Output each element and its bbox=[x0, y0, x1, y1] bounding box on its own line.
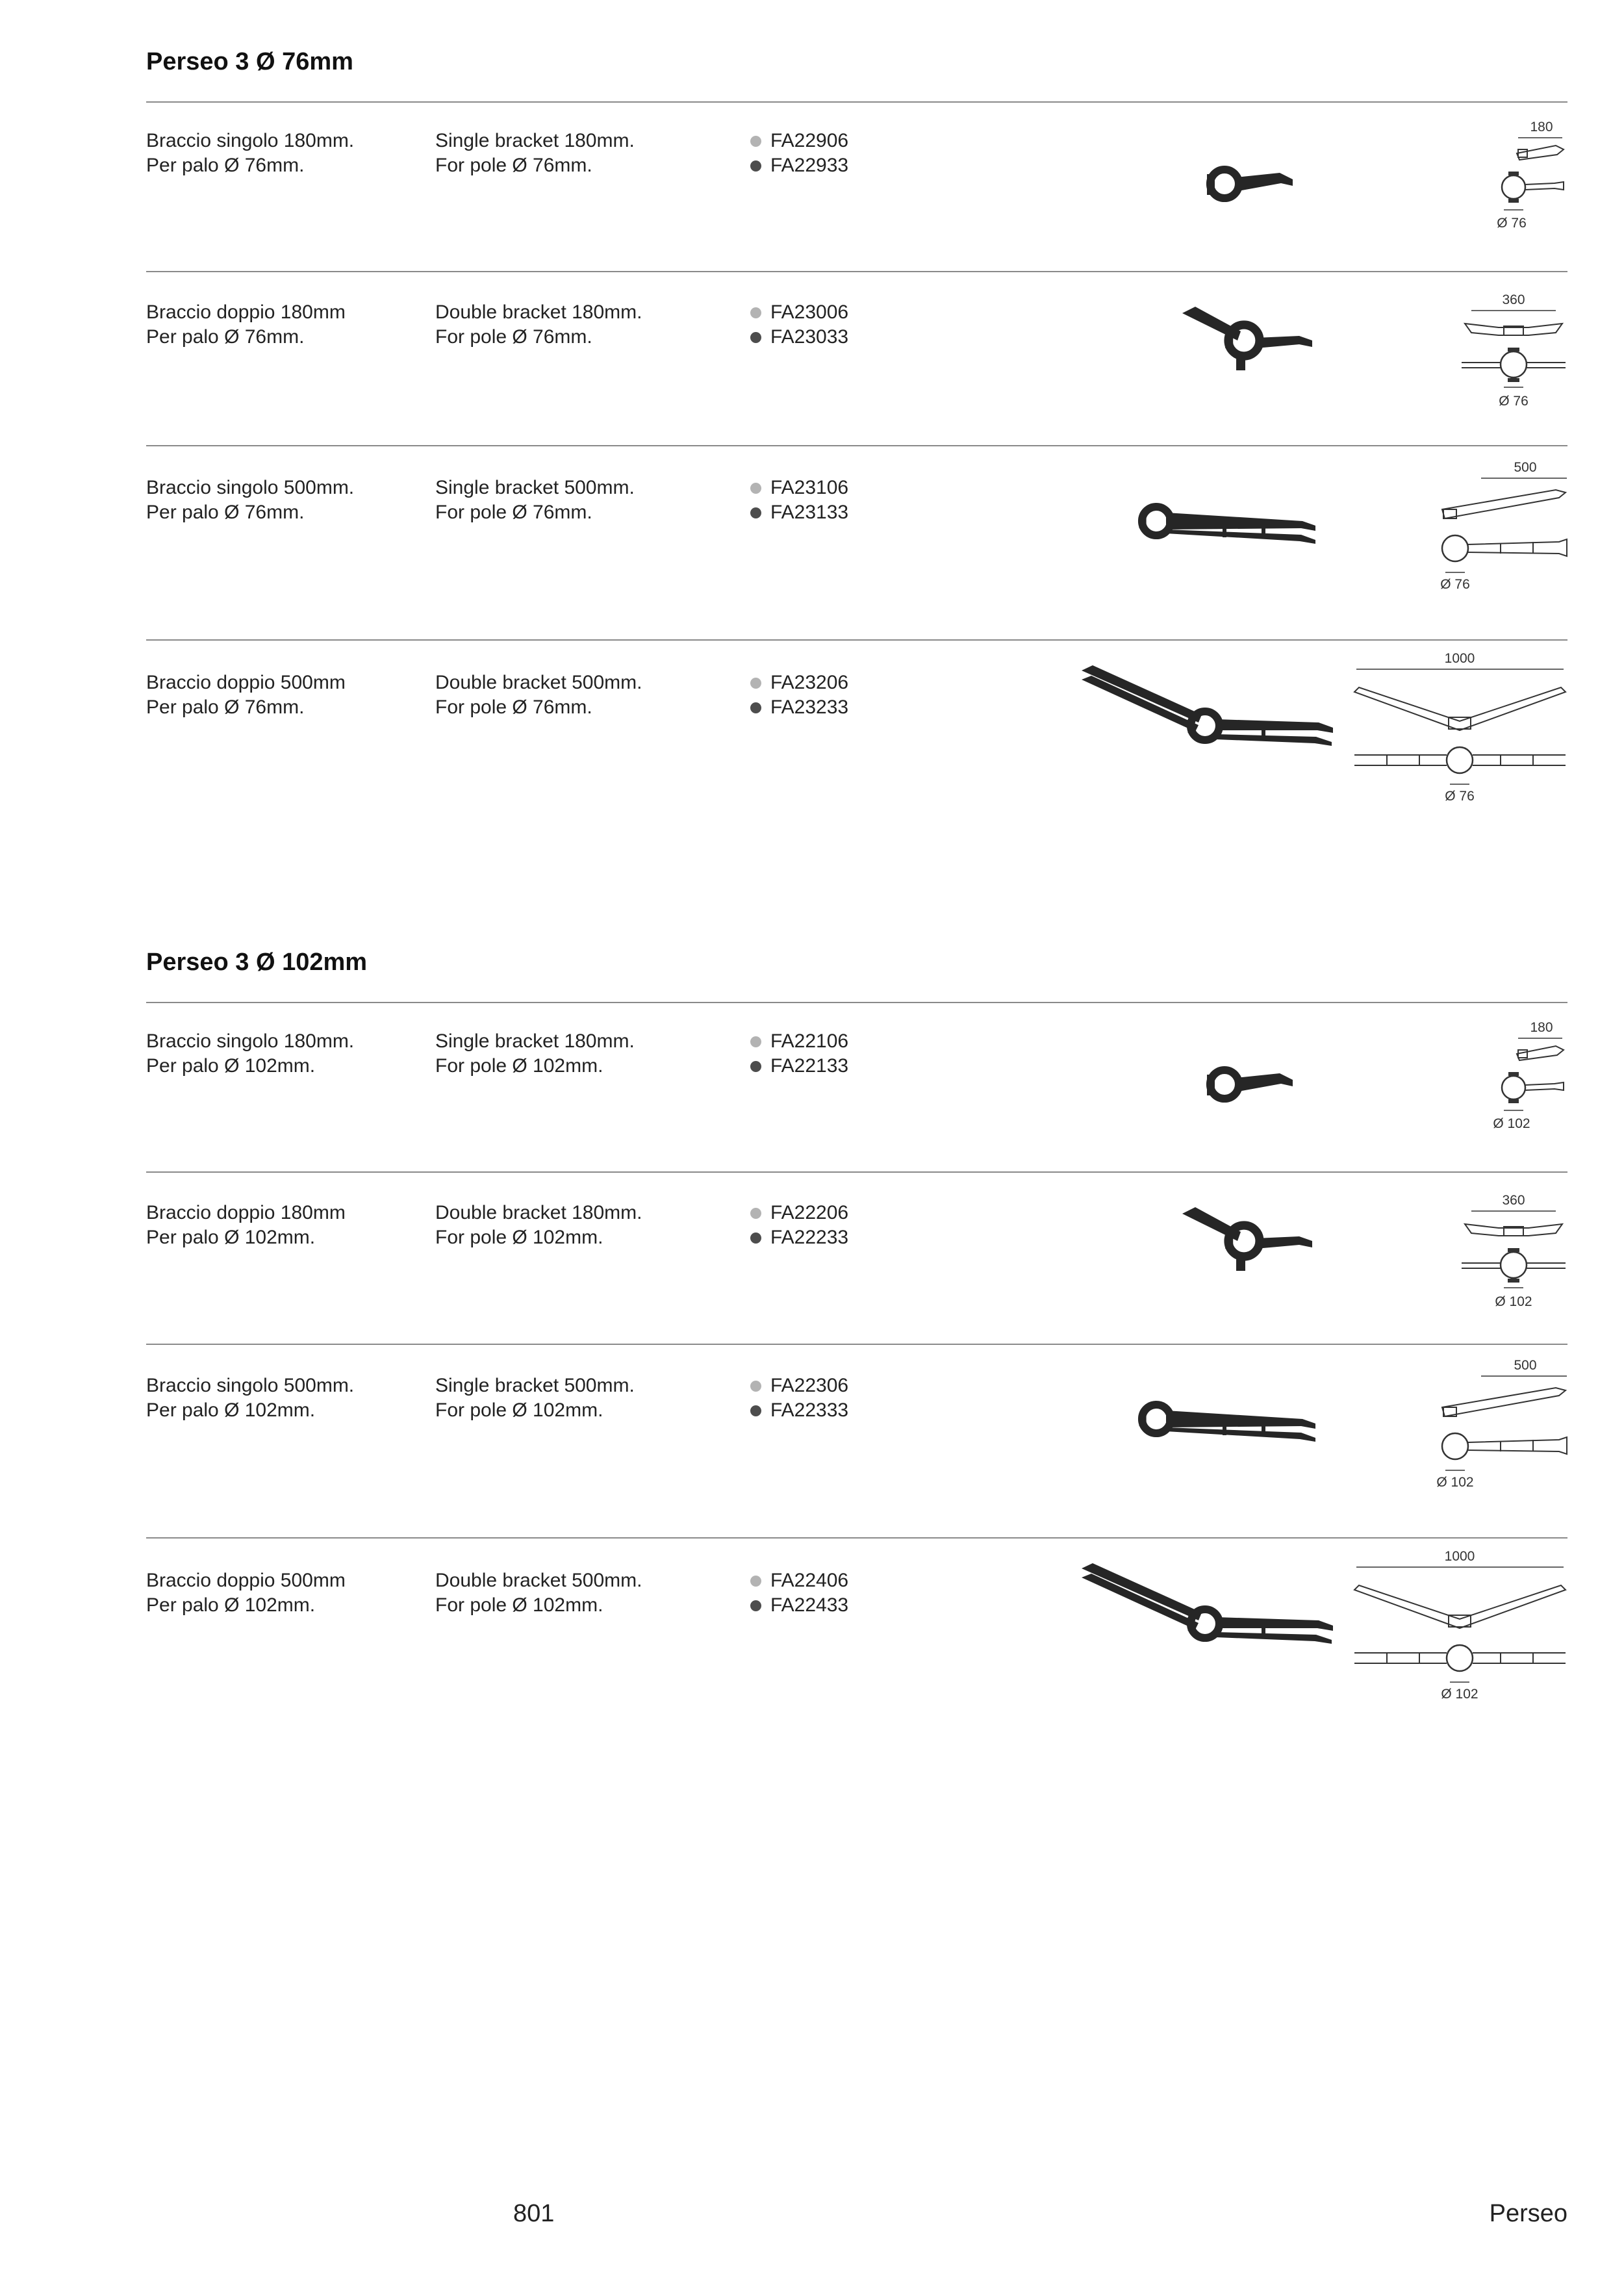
description-line: Braccio singolo 500mm. bbox=[146, 477, 355, 498]
product-row bbox=[0, 651, 1624, 804]
italian-description bbox=[146, 129, 419, 178]
product-codes bbox=[750, 1568, 919, 1618]
product-codes bbox=[750, 671, 919, 720]
product-code: FA23106 bbox=[770, 477, 849, 498]
description-line: For pole Ø 76mm. bbox=[435, 155, 592, 176]
product-codes bbox=[750, 1201, 919, 1250]
product-row bbox=[0, 460, 1624, 592]
product-codes bbox=[750, 1373, 919, 1423]
product-row bbox=[0, 1549, 1624, 1702]
technical-drawing bbox=[1478, 117, 1569, 237]
description-line: Braccio singolo 180mm. bbox=[146, 1030, 355, 1052]
finish-dot-icon bbox=[750, 702, 761, 713]
english-description bbox=[435, 476, 734, 525]
technical-drawing bbox=[1351, 650, 1569, 809]
description-line: Braccio singolo 500mm. bbox=[146, 1375, 355, 1396]
product-code: FA22106 bbox=[770, 1030, 849, 1052]
code-light-finish bbox=[750, 1029, 919, 1054]
finish-dot-icon bbox=[750, 1381, 761, 1392]
pole-diameter-label: Ø 76 bbox=[1499, 394, 1529, 409]
italian-description bbox=[146, 476, 419, 525]
code-light-finish bbox=[750, 1568, 919, 1593]
technical-drawing bbox=[1458, 290, 1569, 413]
finish-dot-icon bbox=[750, 1208, 761, 1219]
code-light-finish bbox=[750, 1201, 919, 1225]
finish-dot-icon bbox=[750, 1036, 761, 1047]
italian-description bbox=[146, 1029, 419, 1079]
product-row bbox=[0, 120, 1624, 231]
description-line: Braccio doppio 180mm bbox=[146, 1202, 346, 1223]
row-divider bbox=[146, 639, 1567, 641]
product-code: FA23206 bbox=[770, 672, 849, 693]
product-code: FA22206 bbox=[770, 1202, 849, 1223]
technical-drawing bbox=[1351, 1548, 1569, 1707]
product-code: FA22906 bbox=[770, 130, 849, 151]
description-line: Per palo Ø 102mm. bbox=[146, 1227, 316, 1248]
finish-dot-icon bbox=[750, 1405, 761, 1416]
finish-dot-icon bbox=[750, 1576, 761, 1587]
dimension-label: 360 bbox=[1502, 292, 1525, 307]
code-light-finish bbox=[750, 129, 919, 153]
description-line: Double bracket 180mm. bbox=[435, 1202, 642, 1223]
code-dark-finish bbox=[750, 1398, 919, 1423]
finish-dot-icon bbox=[750, 1061, 761, 1072]
bracket-photo bbox=[1134, 1383, 1322, 1448]
dimension-label: 1000 bbox=[1444, 1549, 1475, 1564]
description-line: For pole Ø 76mm. bbox=[435, 696, 592, 718]
english-description bbox=[435, 1373, 734, 1423]
pole-diameter-label: Ø 76 bbox=[1445, 789, 1475, 804]
product-codes bbox=[750, 129, 919, 178]
code-dark-finish bbox=[750, 500, 919, 525]
product-code: FA23133 bbox=[770, 502, 849, 523]
finish-dot-icon bbox=[750, 332, 761, 343]
description-line: Per palo Ø 102mm. bbox=[146, 1594, 316, 1616]
row-divider bbox=[146, 445, 1567, 446]
code-light-finish bbox=[750, 1373, 919, 1398]
product-code: FA22233 bbox=[770, 1227, 849, 1248]
english-description bbox=[435, 671, 734, 720]
dimension-label: 180 bbox=[1530, 1020, 1553, 1035]
description-line: Per palo Ø 102mm. bbox=[146, 1055, 316, 1077]
product-code: FA22333 bbox=[770, 1399, 849, 1421]
finish-dot-icon bbox=[750, 160, 761, 172]
code-dark-finish bbox=[750, 695, 919, 720]
italian-description bbox=[146, 1373, 419, 1423]
product-row bbox=[0, 1358, 1624, 1490]
code-dark-finish bbox=[750, 325, 919, 350]
pole-diameter-label: Ø 76 bbox=[1497, 216, 1527, 231]
description-line: Double bracket 180mm. bbox=[435, 301, 642, 323]
english-description bbox=[435, 129, 734, 178]
description-line: For pole Ø 102mm. bbox=[435, 1594, 603, 1616]
product-codes bbox=[750, 476, 919, 525]
description-line: Single bracket 180mm. bbox=[435, 130, 635, 151]
bracket-photo bbox=[1195, 148, 1306, 213]
bracket-photo bbox=[1195, 1049, 1306, 1114]
dimension-label: 500 bbox=[1514, 460, 1537, 475]
description-line: Per palo Ø 76mm. bbox=[146, 696, 305, 718]
pole-diameter-label: Ø 102 bbox=[1495, 1294, 1532, 1309]
dimension-label: 360 bbox=[1502, 1193, 1525, 1208]
english-description bbox=[435, 1568, 734, 1618]
bracket-photo bbox=[1179, 300, 1319, 378]
code-dark-finish bbox=[750, 1225, 919, 1250]
product-code: FA22306 bbox=[770, 1375, 849, 1396]
product-code: FA23233 bbox=[770, 696, 849, 718]
code-dark-finish bbox=[750, 1054, 919, 1079]
product-code: FA22133 bbox=[770, 1055, 849, 1077]
description-line: For pole Ø 102mm. bbox=[435, 1227, 603, 1248]
description-line: Single bracket 180mm. bbox=[435, 1030, 635, 1052]
finish-dot-icon bbox=[750, 136, 761, 147]
product-code: FA23033 bbox=[770, 326, 849, 348]
bracket-photo bbox=[1078, 1555, 1338, 1659]
description-line: Per palo Ø 76mm. bbox=[146, 502, 305, 523]
finish-dot-icon bbox=[750, 507, 761, 518]
description-line: Braccio doppio 500mm bbox=[146, 672, 346, 693]
italian-description bbox=[146, 300, 419, 350]
description-line: For pole Ø 102mm. bbox=[435, 1055, 603, 1077]
finish-dot-icon bbox=[750, 483, 761, 494]
description-line: Double bracket 500mm. bbox=[435, 672, 642, 693]
code-light-finish bbox=[750, 300, 919, 325]
italian-description bbox=[146, 671, 419, 720]
italian-description bbox=[146, 1201, 419, 1250]
code-light-finish bbox=[750, 476, 919, 500]
finish-dot-icon bbox=[750, 1233, 761, 1244]
code-light-finish bbox=[750, 671, 919, 695]
english-description bbox=[435, 1029, 734, 1079]
technical-drawing bbox=[1429, 1357, 1569, 1500]
description-line: Per palo Ø 76mm. bbox=[146, 155, 305, 176]
product-code: FA22933 bbox=[770, 155, 849, 176]
row-divider bbox=[146, 1171, 1567, 1173]
product-row bbox=[0, 1020, 1624, 1131]
description-line: Single bracket 500mm. bbox=[435, 477, 635, 498]
description-line: Double bracket 500mm. bbox=[435, 1570, 642, 1591]
technical-drawing bbox=[1458, 1190, 1569, 1314]
product-code: FA23006 bbox=[770, 301, 849, 323]
page-number: 801 bbox=[513, 2200, 555, 2227]
product-codes bbox=[750, 300, 919, 350]
product-code: FA22406 bbox=[770, 1570, 849, 1591]
product-row bbox=[0, 292, 1624, 409]
description-line: Braccio singolo 180mm. bbox=[146, 130, 355, 151]
pole-diameter-label: Ø 102 bbox=[1436, 1475, 1474, 1490]
description-line: For pole Ø 102mm. bbox=[435, 1399, 603, 1421]
description-line: For pole Ø 76mm. bbox=[435, 326, 592, 348]
pole-diameter-label: Ø 76 bbox=[1440, 577, 1470, 592]
description-line: Braccio doppio 500mm bbox=[146, 1570, 346, 1591]
dimension-label: 500 bbox=[1514, 1358, 1537, 1373]
pole-diameter-label: Ø 102 bbox=[1493, 1116, 1530, 1131]
row-divider bbox=[146, 271, 1567, 272]
technical-drawing bbox=[1429, 459, 1569, 602]
bracket-photo bbox=[1179, 1201, 1319, 1279]
section-rule bbox=[146, 101, 1567, 103]
product-codes bbox=[750, 1029, 919, 1079]
product-row bbox=[0, 1193, 1624, 1309]
description-line: Single bracket 500mm. bbox=[435, 1375, 635, 1396]
description-line: For pole Ø 76mm. bbox=[435, 502, 592, 523]
code-dark-finish bbox=[750, 153, 919, 178]
row-divider bbox=[146, 1344, 1567, 1345]
dimension-label: 1000 bbox=[1444, 651, 1475, 666]
description-line: Per palo Ø 76mm. bbox=[146, 326, 305, 348]
code-dark-finish bbox=[750, 1593, 919, 1618]
bracket-photo bbox=[1134, 485, 1322, 550]
english-description bbox=[435, 1201, 734, 1250]
row-divider bbox=[146, 1537, 1567, 1539]
description-line: Per palo Ø 102mm. bbox=[146, 1399, 316, 1421]
footer-brand: Perseo bbox=[1489, 2200, 1567, 2227]
dimension-label: 180 bbox=[1530, 120, 1553, 134]
bracket-photo bbox=[1078, 658, 1338, 761]
pole-diameter-label: Ø 102 bbox=[1441, 1687, 1478, 1702]
section-title: Perseo 3 Ø 76mm bbox=[146, 48, 353, 75]
section-rule bbox=[146, 1002, 1567, 1003]
finish-dot-icon bbox=[750, 678, 761, 689]
finish-dot-icon bbox=[750, 1600, 761, 1611]
description-line: Braccio doppio 180mm bbox=[146, 301, 346, 323]
section-title: Perseo 3 Ø 102mm bbox=[146, 949, 368, 976]
technical-drawing bbox=[1478, 1017, 1569, 1138]
product-code: FA22433 bbox=[770, 1594, 849, 1616]
english-description bbox=[435, 300, 734, 350]
finish-dot-icon bbox=[750, 307, 761, 318]
italian-description bbox=[146, 1568, 419, 1618]
